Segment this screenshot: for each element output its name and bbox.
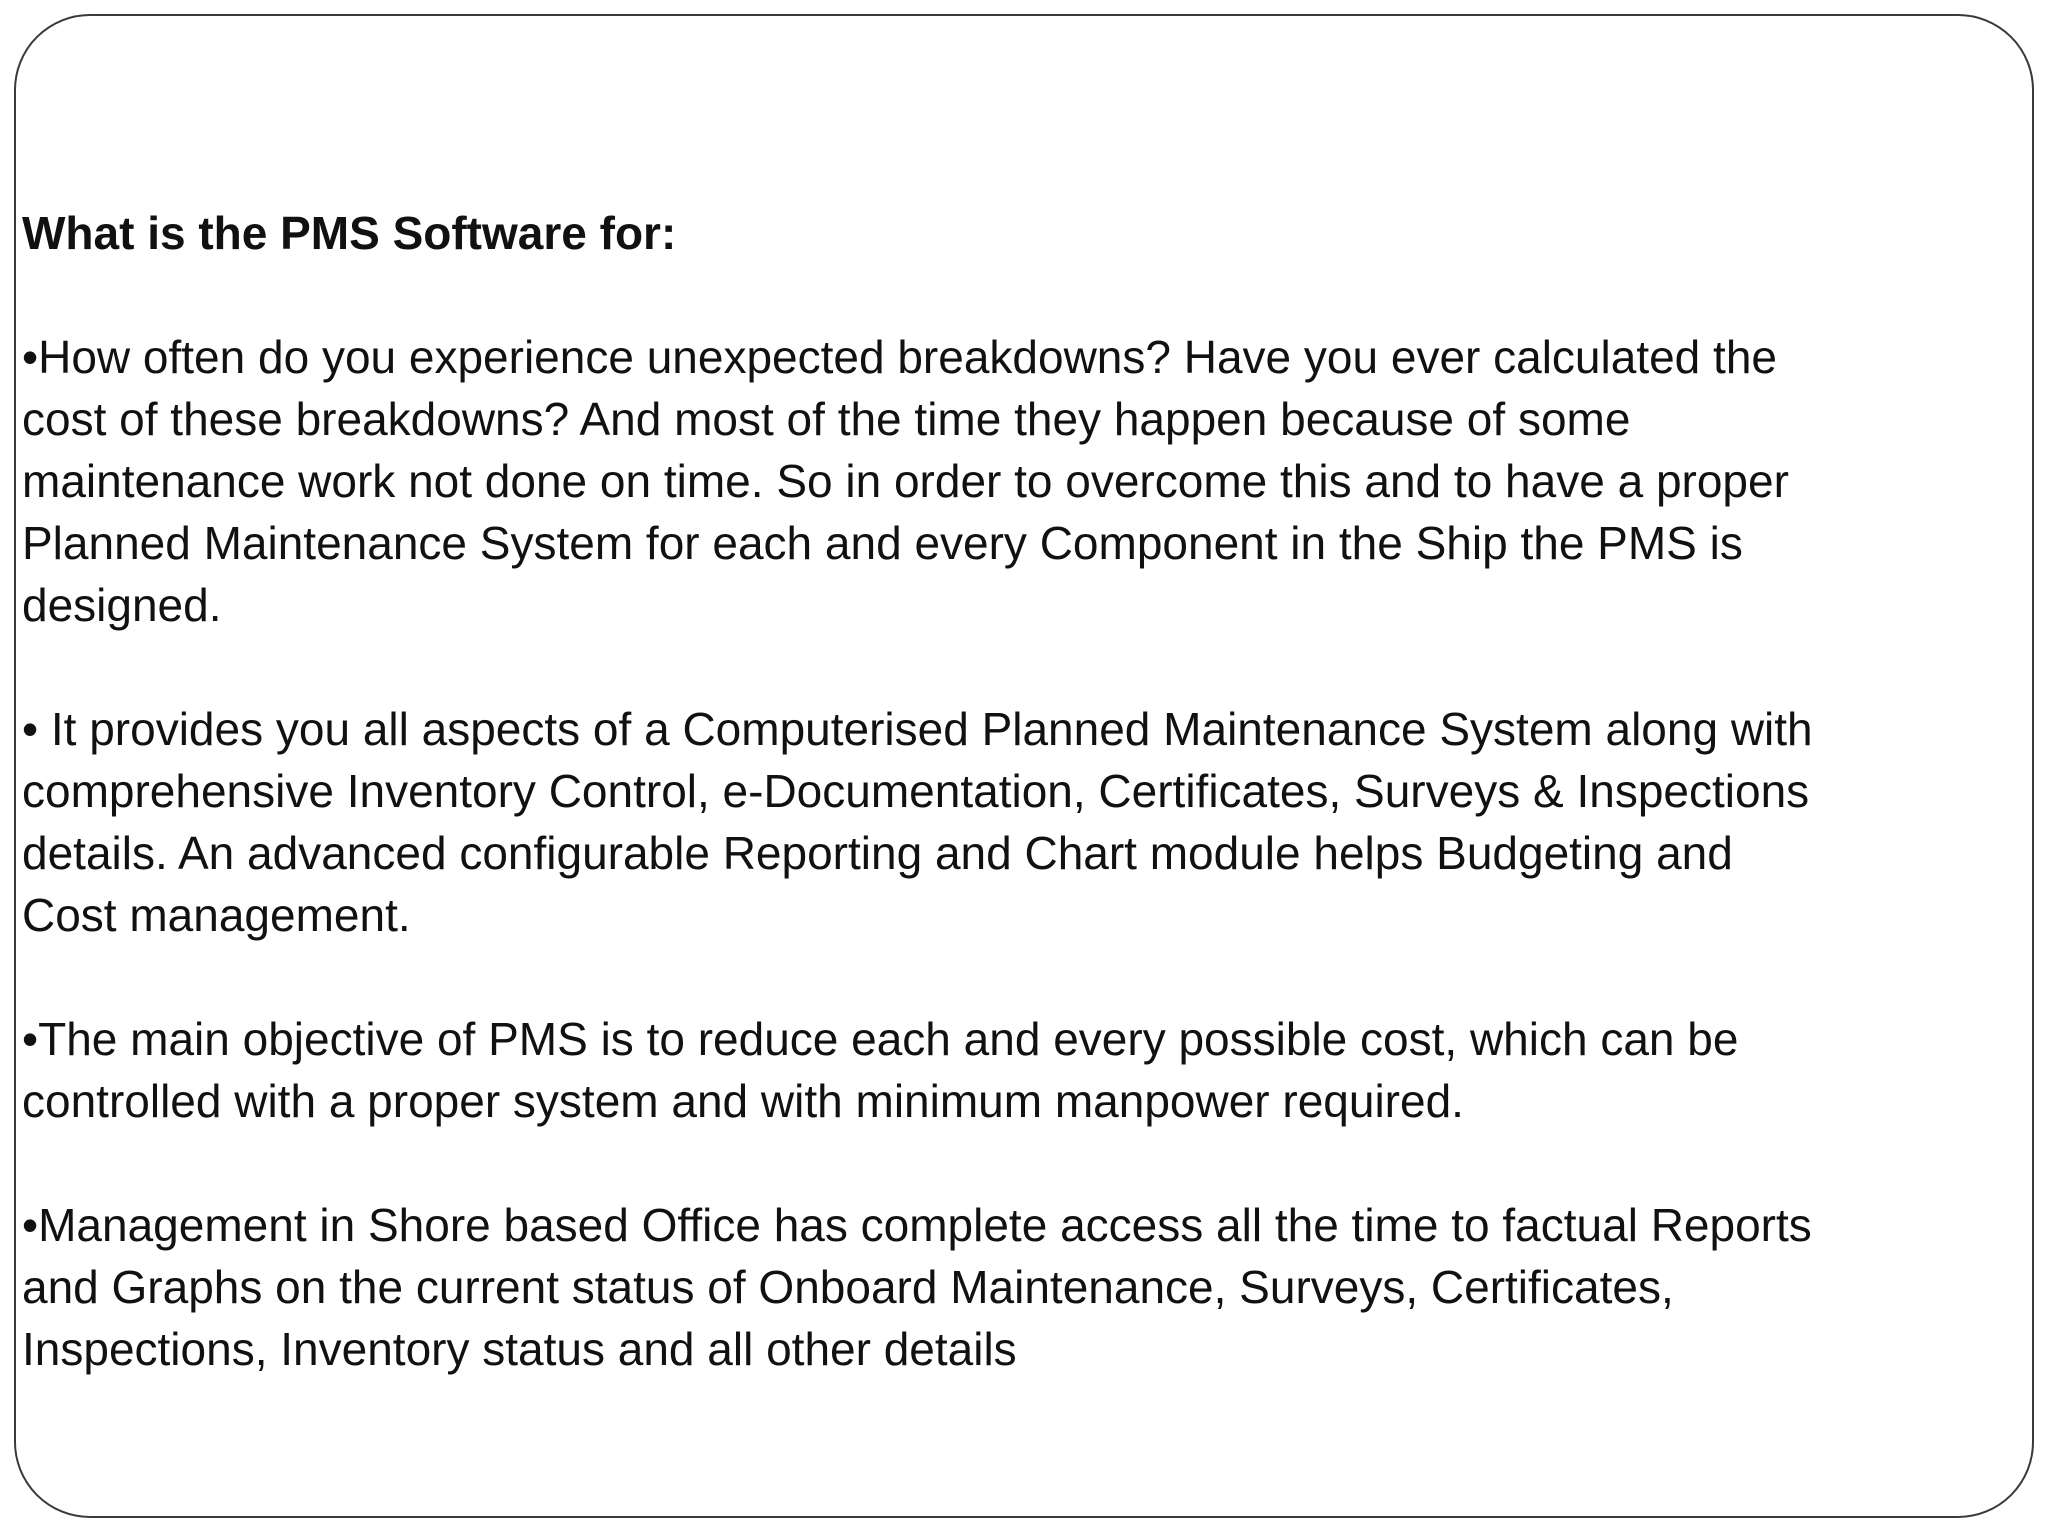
slide-content <box>22 202 2022 1442</box>
paragraph-management <box>22 1194 2022 1380</box>
text-line: cost of these breakdowns? And most of the time they happen because of some <box>22 393 1631 445</box>
paragraph-breakdowns <box>22 326 2022 636</box>
text-line: Inspections, Inventory status and all other details <box>22 1323 1017 1375</box>
slide-heading: What is the PMS Software for: <box>22 207 677 259</box>
text-line: •Management in Shore based Office has complete access all the time to factual Reports <box>22 1199 1812 1251</box>
text-line: Planned Maintenance System for each and every Component in the Ship the PMS is <box>22 517 1743 569</box>
text-line: •How often do you experience unexpected breakdowns? Have you ever calculated the <box>22 331 1777 383</box>
text-line: Cost management. <box>22 889 411 941</box>
text-line: details. An advanced configurable Reporting and Chart module helps Budgeting and <box>22 827 1733 879</box>
text-line: controlled with a proper system and with minimum manpower required. <box>22 1075 1464 1127</box>
paragraph-objective <box>22 1008 2022 1132</box>
paragraph-features <box>22 698 2022 946</box>
text-line: and Graphs on the current status of Onboard Maintenance, Surveys, Certificates, <box>22 1261 1674 1313</box>
text-line: comprehensive Inventory Control, e-Documentation, Certificates, Surveys & Inspections <box>22 765 1810 817</box>
text-line: • It provides you all aspects of a Computerised Planned Maintenance System along with <box>22 703 1813 755</box>
text-line: maintenance work not done on time. So in order to overcome this and to have a proper <box>22 455 1789 507</box>
text-line: •The main objective of PMS is to reduce each and every possible cost, which can be <box>22 1013 1739 1065</box>
text-line: designed. <box>22 579 222 631</box>
